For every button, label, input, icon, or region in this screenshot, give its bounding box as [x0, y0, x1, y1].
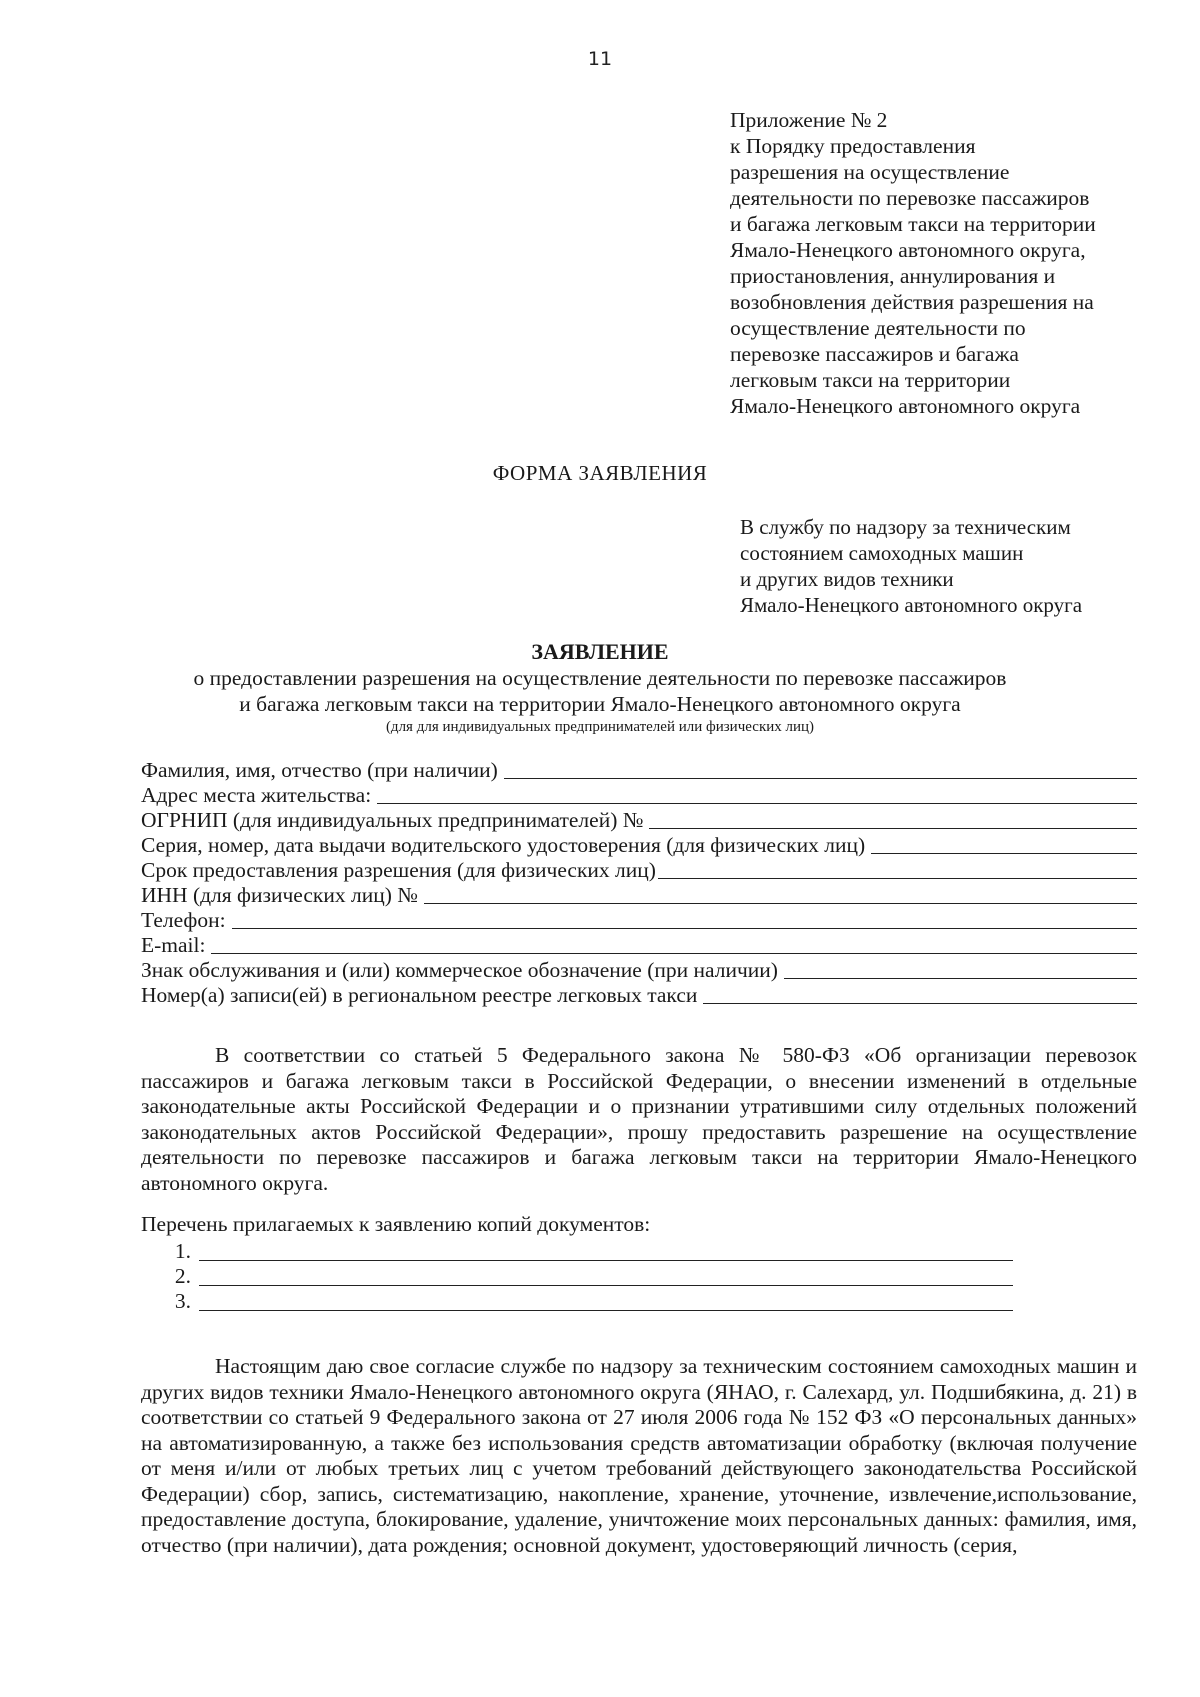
full-name-input-line[interactable] — [504, 778, 1137, 779]
document-3-input-line[interactable] — [199, 1310, 1013, 1311]
request-paragraph — [141, 1043, 1137, 1196]
field-label: Срок предоставления разрешения (для физических лиц) — [141, 858, 656, 882]
field-ogrnip — [141, 807, 1137, 832]
field-label: Фамилия, имя, отчество (при наличии) — [141, 758, 498, 782]
appendix-line: деятельности по перевозке пассажиров — [730, 186, 1090, 210]
appendix-line: Ямало-Ненецкого автономного округа — [730, 394, 1081, 418]
appendix-line: разрешения на осуществление — [730, 160, 1010, 184]
field-permit-term — [141, 857, 1137, 882]
field-registry-number — [141, 982, 1137, 1007]
service-mark-input-line[interactable] — [784, 978, 1137, 979]
field-service-mark — [141, 957, 1137, 982]
permit-term-input-line[interactable] — [658, 878, 1137, 879]
statement-note: (для для индивидуальных предпринимателей или физических лиц) — [385, 719, 815, 735]
field-full-name — [141, 757, 1137, 782]
consent-paragraph — [141, 1354, 1137, 1558]
field-address — [141, 782, 1137, 807]
document-item — [159, 1264, 1013, 1289]
field-email — [141, 932, 1137, 957]
appendix-line: к Порядку предоставления — [730, 134, 976, 158]
consent-paragraph-text: Настоящим даю свое согласие службе по надзору за техническим состоянием самоходных машин и других видов техники Ямало-Ненецкого автономного округа (ЯНАО, г. Салехард, ул. Подшибякина, д. 21) в соответствии со статьей 9 Федерального закона от 27 июля 2006 года № 152 ФЗ «О персональных данных» на автоматизированную, а также без использования средств автоматизации обработку (включая получение от меня и/или от любых третьих лиц с учетом требований действующего законодательства Российской Федерации) сбор, запись, систематизацию, накопление, хранение, уточнение, извлечение,использование, предоставление доступа, блокирование, удаление, уничтожение моих персональных данных: фамилия, имя, отчество (при наличии), дата рождения; основной документ, удостоверяющий личность (серия, — [141, 1354, 1137, 1557]
document-item-number: 2. — [174, 1264, 191, 1288]
registry-number-input-line[interactable] — [703, 1003, 1137, 1004]
field-label: E-mail: — [141, 933, 206, 957]
addressee-line: Ямало-Ненецкого автономного округа — [740, 593, 1083, 617]
field-inn — [141, 882, 1137, 907]
request-paragraph-text: В соответствии со статьей 5 Федерального закона № 580-ФЗ «Об организации перевозок пассажиров и багажа легковым такси в Российской Федерации, о внесении изменений в отдельные законодательные акты Российской Федерации и о признании утратившими силу отдельных положений законодательных актов Российской Федерации», прошу предоставить разрешение на осуществление деятельности по перевозке пассажиров и багажа легковым такси на территории Ямало-Ненецкого автономного округа. — [141, 1043, 1137, 1195]
statement-subtitle: и багажа легковым такси на территории Ямало-Ненецкого автономного округа — [239, 692, 961, 716]
phone-input-line[interactable] — [232, 928, 1137, 929]
field-label: Серия, номер, дата выдачи водительского удостоверения (для физических лиц) — [141, 833, 866, 857]
inn-input-line[interactable] — [424, 903, 1137, 904]
appendix-line: приостановления, аннулирования и — [730, 264, 1056, 288]
document-item-number: 3. — [174, 1289, 191, 1313]
statement-subtitle: о предоставлении разрешения на осуществление деятельности по перевозке пассажиров — [193, 666, 1007, 690]
field-driver-license — [141, 832, 1137, 857]
email-input-line[interactable] — [211, 953, 1137, 954]
document-item — [159, 1239, 1013, 1264]
form-title: ФОРМА ЗАЯВЛЕНИЯ — [492, 461, 708, 485]
document-2-input-line[interactable] — [199, 1285, 1013, 1286]
appendix-line: перевозке пассажиров и багажа — [730, 342, 1019, 366]
appendix-line: возобновления действия разрешения на — [730, 290, 1094, 314]
field-label: Адрес места жительства: — [141, 783, 372, 807]
addressee-line: и других видов техники — [740, 567, 954, 591]
appendix-line: осуществление деятельности по — [730, 316, 1026, 340]
addressee-line: состоянием самоходных машин — [740, 541, 1024, 565]
applicant-fields — [141, 757, 1137, 1007]
documents-list — [159, 1239, 1013, 1314]
appendix-line: Приложение № 2 — [730, 108, 888, 132]
addressee-line: В службу по надзору за техническим — [740, 515, 1071, 539]
field-label: Телефон: — [141, 908, 226, 932]
field-label: ОГРНИП (для индивидуальных предпринимателей) № — [141, 808, 644, 832]
field-phone — [141, 907, 1137, 932]
appendix-line: легковым такси на территории — [730, 368, 1011, 392]
documents-list-title: Перечень прилагаемых к заявлению копий документов: — [141, 1212, 651, 1236]
document-1-input-line[interactable] — [199, 1260, 1013, 1261]
statement-title-block — [0, 639, 1200, 737]
driver-license-input-line[interactable] — [871, 853, 1137, 854]
document-item — [159, 1289, 1013, 1314]
statement-heading: ЗАЯВЛЕНИЕ — [531, 639, 669, 664]
field-label: ИНН (для физических лиц) № — [141, 883, 418, 907]
appendix-header — [730, 107, 1170, 419]
appendix-line: и багажа легковым такси на территории — [730, 212, 1096, 236]
document-item-number: 1. — [174, 1239, 191, 1263]
page-number: 11 — [587, 48, 613, 70]
field-label: Знак обслуживания и (или) коммерческое обозначение (при наличии) — [141, 958, 778, 982]
address-input-line[interactable] — [377, 803, 1137, 804]
field-label: Номер(а) записи(ей) в региональном реестре легковых такси — [141, 983, 698, 1007]
ogrnip-input-line[interactable] — [649, 828, 1137, 829]
appendix-line: Ямало-Ненецкого автономного округа, — [730, 238, 1086, 262]
addressee-block — [740, 514, 1180, 618]
